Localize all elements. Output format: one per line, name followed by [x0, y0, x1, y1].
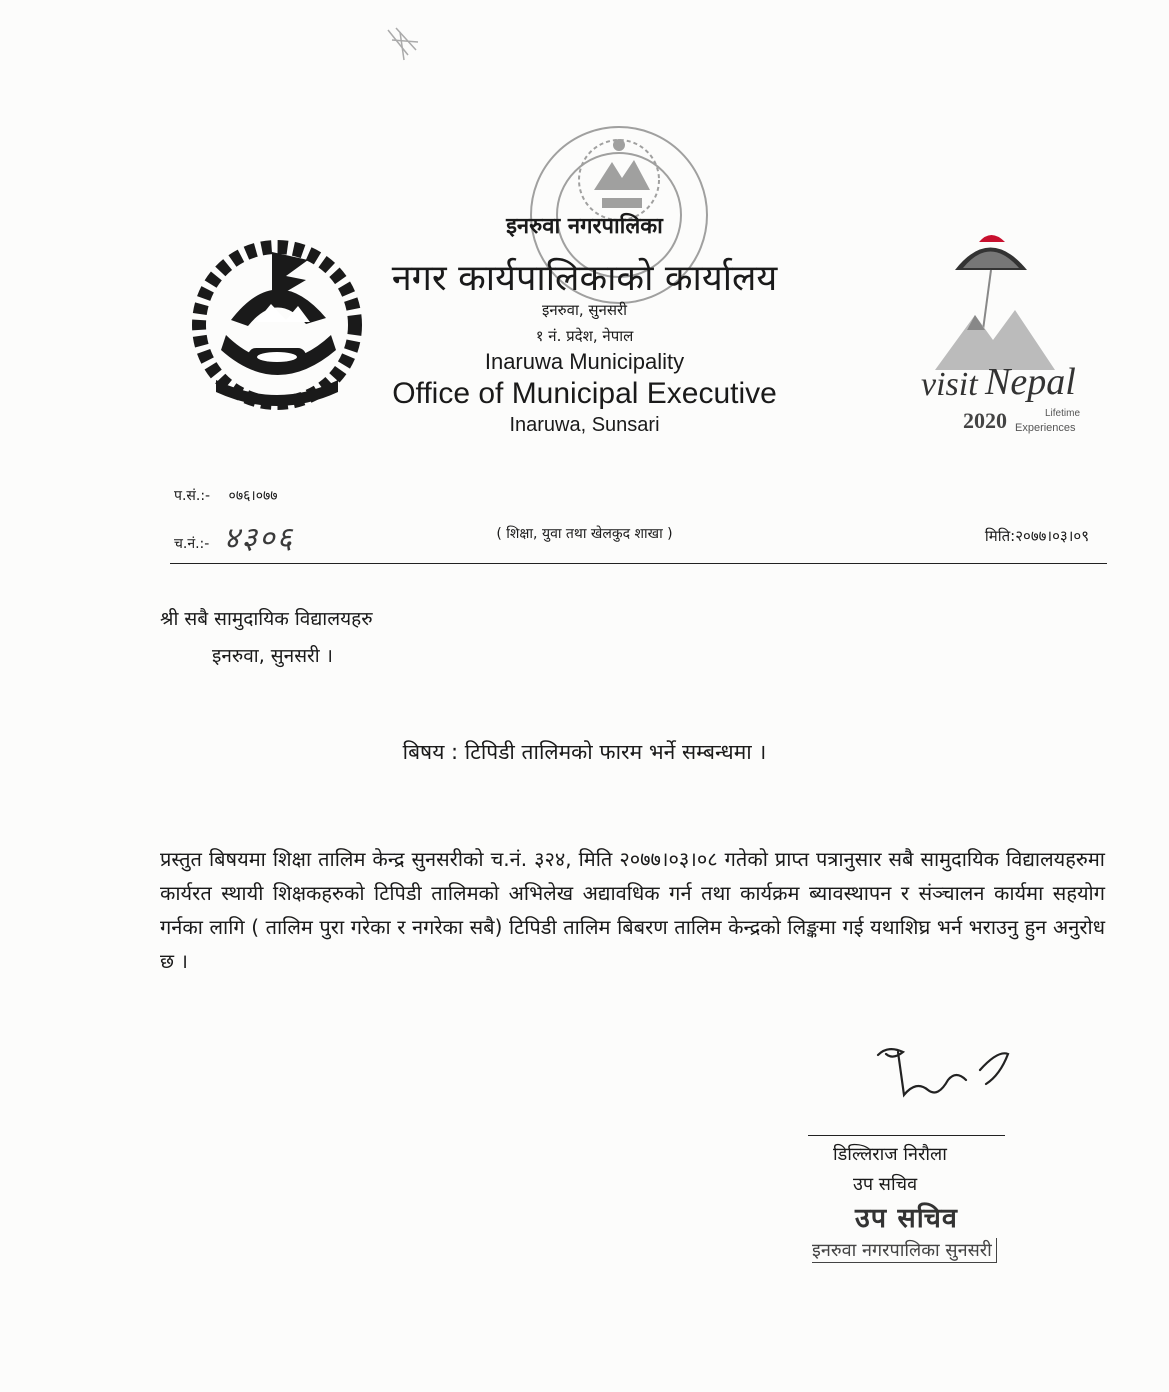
nepal-text: Nepal — [985, 361, 1076, 403]
header-np-municipality: इनरुवा नगरपालिका — [506, 214, 663, 239]
ref-value: ०७६।०७७ — [228, 488, 278, 504]
reference-number — [174, 486, 278, 505]
reg-value-handwritten: ४३०६ — [223, 521, 295, 556]
scan-speck — [378, 20, 428, 70]
letter-date: मिति:२०७७।०३।०९ — [984, 527, 1089, 545]
signature-line — [808, 1135, 1005, 1136]
header-en-municipality: Inaruwa Municipality — [484, 349, 685, 374]
ref-label: प.सं.:- — [174, 488, 211, 504]
tagline-1: Lifetime — [1045, 408, 1081, 419]
visit-text: visit — [921, 366, 978, 403]
header-en-address: Inaruwa, Sunsari — [509, 414, 660, 436]
reg-label: च.नं.:- — [174, 536, 210, 552]
handwritten-signature-icon — [868, 1040, 1018, 1110]
stamp-title: उप सचिव — [855, 1203, 958, 1234]
header-en-office: Office of Municipal Executive — [392, 377, 777, 410]
recipient-line-1: श्री सबै सामुदायिक विद्यालयहरु — [160, 608, 373, 630]
signatory-title: उप सचिव — [853, 1174, 918, 1195]
stamp-office: इनरुवा नगरपालिका सुनसरी — [812, 1238, 997, 1263]
header-np-address-2: १ नं. प्रदेश, नेपाल — [535, 327, 634, 345]
section-name: ( शिक्षा, युवा तथा खेलकुद शाखा ) — [496, 526, 673, 542]
header-divider — [170, 563, 1107, 564]
letter-subject: बिषय : टिपिडी तालिमको फारम भर्ने सम्बन्धमा । — [402, 740, 767, 764]
header-np-address-1: इनरुवा, सुनसरी — [541, 301, 628, 319]
letter-body: प्रस्तुत बिषयमा शिक्षा तालिम केन्द्र सुनसरीको च.नं. ३२४, मिति २०७७।०३।०८ गतेको प्राप्त पत्रानुसार सबै सामुदायिक विद्यालयहरुमा कार्यरत स्थायी शिक्षकहरुको टिपिडी तालिमको अभिलेख अद्यावधिक गर्न तथा कार्यक्रम ब्यावस्थापन र संञ्चालन कार्यमा सहयोग गर्नका लागि ( तालिम पुरा गरेका र नगरेका सबै) टिपिडी तालिम बिबरण तालिम केन्द्रको लिङ्कमा गई यथाशिघ्र भर्न भराउनु हुन अनुरोध छ । — [160, 847, 1105, 973]
year-text: 2020 — [963, 408, 1007, 433]
recipient-line-2: इनरुवा, सुनसरी । — [212, 645, 333, 667]
tagline-2: Experiences — [1015, 422, 1076, 434]
signatory-name: डिल्लिराज निरौला — [833, 1144, 947, 1165]
header-np-office: नगर कार्यपालिकाको कार्यालय — [391, 258, 778, 299]
